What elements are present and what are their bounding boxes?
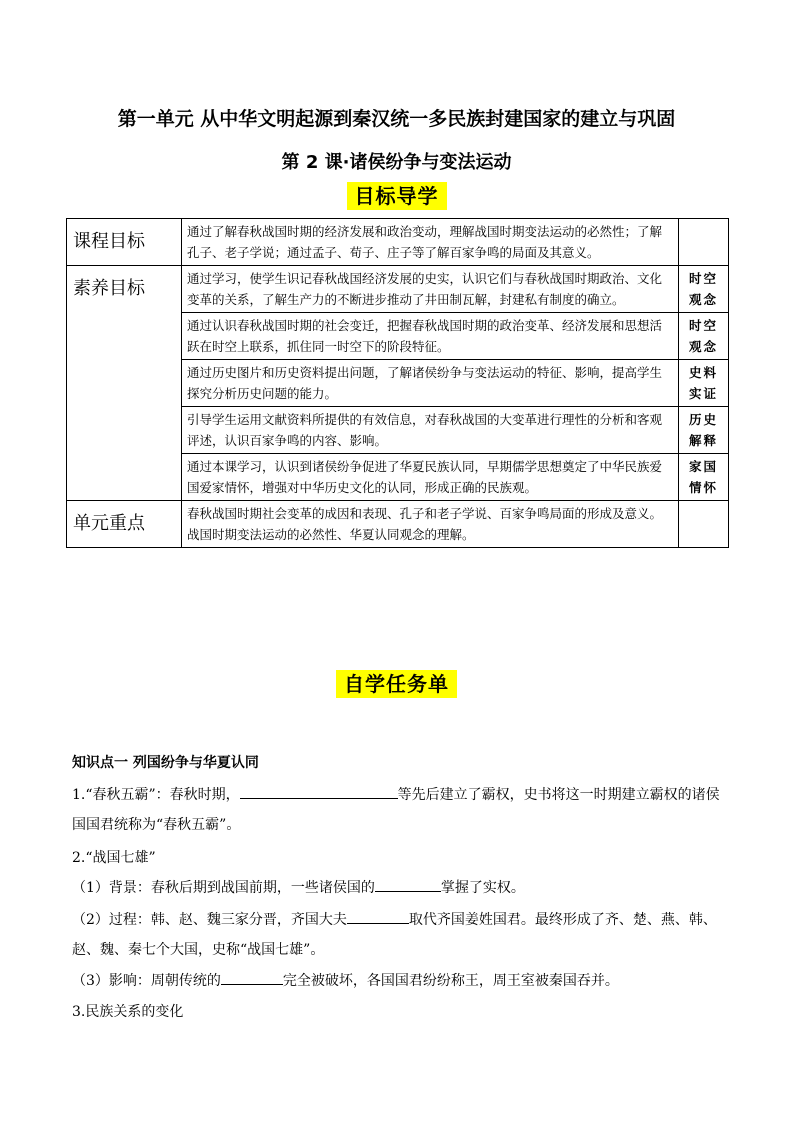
text-segment: 1.“春秋五霸”：春秋时期， (72, 787, 240, 803)
section-header-self-study (0, 670, 793, 698)
unit-focus-row (67, 501, 729, 548)
goals-table (66, 218, 729, 548)
course-goal-label: 课程目标 (67, 219, 182, 266)
paragraph-2: 2.“战国七雄” (72, 850, 156, 866)
fill-blank[interactable] (375, 875, 441, 892)
paragraph-1 (72, 780, 732, 840)
literacy-tag-2: 时空观念 (679, 313, 729, 360)
literacy-tag-4: 历史解释 (679, 407, 729, 454)
text-segment: 完全被破坏，各国国君纷纷称王，周王室被秦国吞并。 (282, 973, 619, 989)
text-segment: 取代齐国姜姓国君。最终形成了齐、楚、燕、韩、赵、魏、秦七个大国，史称“战国七雄”。 (72, 912, 717, 958)
text-segment: （1）背景：春秋后期到战国前期，一些诸侯国的 (72, 880, 375, 896)
knowledge-point-heading: 知识点一 列国纷争与华夏认同 (72, 755, 259, 771)
unit-focus-label: 单元重点 (67, 501, 182, 548)
fill-blank[interactable] (347, 907, 409, 924)
section-header-goals (0, 182, 793, 210)
paragraph-3 (72, 873, 732, 903)
fill-blank[interactable] (221, 968, 283, 985)
text-segment: 掌握了实权。 (440, 880, 525, 896)
paragraph-6: 3.民族关系的变化 (72, 1004, 184, 1020)
literacy-tag-3: 史料实证 (679, 360, 729, 407)
lesson-title: 第 2 课·诸侯纷争与变法运动 (281, 152, 512, 173)
literacy-text-1: 通过学习，使学生识记春秋战国经济发展的史实，认识它们与春秋战国时期政治、文化变革的关系，了解生产力的不断进步推动了井田制瓦解，封建私有制度的确立。 (182, 266, 679, 313)
literacy-label: 素养目标 (67, 266, 182, 501)
paragraph-4 (72, 905, 732, 965)
goals-badge: 目标导学 (347, 182, 447, 210)
literacy-tag-5: 家国情怀 (679, 454, 729, 501)
self-study-badge: 自学任务单 (336, 670, 457, 698)
empty-cell (679, 501, 729, 548)
text-segment: （3）影响：周朝传统的 (72, 973, 221, 989)
literacy-text-2: 通过认识春秋战国时期的社会变迁，把握春秋战国时期的政治变革、经济发展和思想活跃在时空上联系，抓住同一时空下的阶段特征。 (182, 313, 679, 360)
course-goal-row (67, 219, 729, 266)
literacy-tag-1: 时空观念 (679, 266, 729, 313)
unit-focus-text: 春秋战国时期社会变革的成因和表现、孔子和老子学说、百家争鸣局面的形成及意义。战国时期变法运动的必然性、华夏认同观念的理解。 (182, 501, 679, 548)
literacy-text-5: 通过本课学习，认识到诸侯纷争促进了华夏民族认同，早期儒学思想奠定了中华民族爱国爱家情怀，增强对中华历史文化的认同，形成正确的民族观。 (182, 454, 679, 501)
literacy-text-3: 通过历史图片和历史资料提出问题，了解诸侯纷争与变法运动的特征、影响，提高学生探究分析历史问题的能力。 (182, 360, 679, 407)
paragraph-5 (72, 966, 732, 996)
literacy-row (67, 266, 729, 313)
empty-cell (679, 219, 729, 266)
fill-blank[interactable] (240, 782, 398, 799)
text-segment: （2）过程：韩、赵、魏三家分晋，齐国大夫 (72, 912, 347, 928)
literacy-text-4: 引导学生运用文献资料所提供的有效信息，对春秋战国的大变革进行理性的分析和客观评述，认识百家争鸣的内容、影响。 (182, 407, 679, 454)
text-segment: 等先后建立了霸权，史书将这一时期建立霸权的诸侯国国君统称为“春秋五霸”。 (72, 787, 720, 833)
unit-title: 第一单元 从中华文明起源到秦汉统一多民族封建国家的建立与巩固 (117, 108, 676, 130)
course-goal-text: 通过了解春秋战国时期的经济发展和政治变动，理解战国时期变法运动的必然性；了解孔子、老子学说；通过孟子、荀子、庄子等了解百家争鸣的局面及其意义。 (182, 219, 679, 266)
